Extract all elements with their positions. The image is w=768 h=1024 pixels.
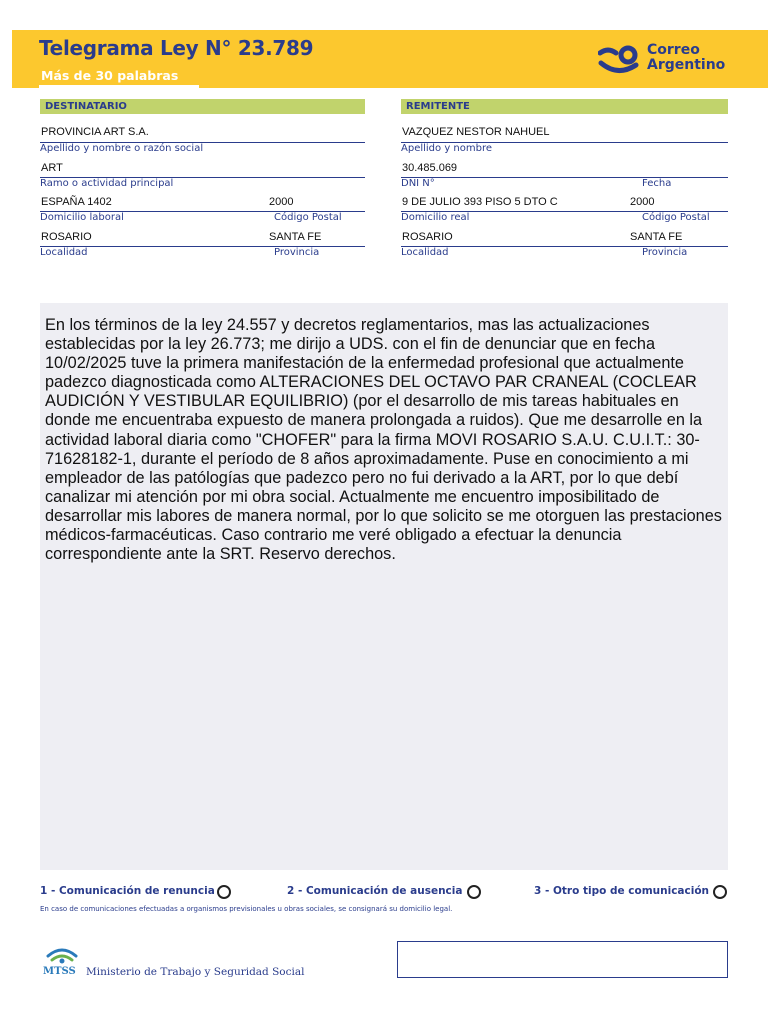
remitente-address-label: Domicilio real <box>401 212 470 223</box>
correo-argentino-logo-icon <box>598 43 642 77</box>
destinatario-postal-code-value: 2000 <box>269 196 294 208</box>
message-area[interactable] <box>40 303 728 870</box>
telegram-header <box>12 30 768 88</box>
remitente-date-label: Fecha <box>642 178 672 189</box>
remitente-dni-value: 30.485.069 <box>402 162 458 174</box>
form-subtitle: Más de 30 palabras <box>41 68 179 83</box>
destinatario-postal-code-label: Código Postal <box>274 212 342 223</box>
remitente-name-value: VAZQUEZ NESTOR NAHUEL <box>402 126 550 138</box>
mtss-acronym: MTSS <box>43 966 76 977</box>
destinatario-address-label: Domicilio laboral <box>40 212 124 223</box>
brand-name: Correo Argentino <box>647 42 726 73</box>
correo-argentino-logo <box>598 40 748 80</box>
destinatario-activity-value: ART <box>41 162 63 174</box>
remitente-province-label: Provincia <box>642 247 688 258</box>
option-renuncia-radio[interactable] <box>217 885 231 899</box>
option-ausencia-label: 2 - Comunicación de ausencia <box>287 885 463 897</box>
option-otro-label: 3 - Otro tipo de comunicación <box>534 885 710 897</box>
remitente-postal-code-label: Código Postal <box>642 212 710 223</box>
remitente-province-value: SANTA FE <box>630 231 683 243</box>
destinatario-province-value: SANTA FE <box>269 231 322 243</box>
remitente-name-label: Apellido y nombre <box>401 143 493 154</box>
destinatario-city-label: Localidad <box>40 247 88 258</box>
remitente-city-value: ROSARIO <box>402 231 453 243</box>
remitente-city-label: Localidad <box>401 247 449 258</box>
remitente-address-value: 9 DE JULIO 393 PISO 5 DTO C <box>402 196 558 208</box>
destinatario-province-label: Provincia <box>274 247 320 258</box>
destinatario-header: DESTINATARIO <box>40 99 365 114</box>
option-otro-radio[interactable] <box>713 885 727 899</box>
destinatario-address-value: ESPAÑA 1402 <box>41 196 112 208</box>
subtitle-underline <box>39 85 199 88</box>
destinatario-name-value: PROVINCIA ART S.A. <box>41 126 149 138</box>
remitente-header: REMITENTE <box>401 99 728 114</box>
destinatario-name-label: Apellido y nombre o razón social <box>40 143 204 154</box>
ministry-name: Ministerio de Trabajo y Seguridad Social <box>86 966 305 978</box>
divider <box>401 177 728 178</box>
message-text: En los términos de la ley 24.557 y decretos reglamentarios, mas las actualizaciones establecidas por la ley 26.773; me dirijo a UDS. con el fin de denunciar que en fecha 10/02/2025 tuve la primera manifestación de la enfermedad profesional que actualmente padezco diagnosticada como ALTERACIONES DEL OCTAVO PAR CRANEAL (COCLEAR AUDICIÓN Y VESTIBULAR EQUILIBRIO) (por el desarrollo de mis tareas habituales en donde me encuentraba expuesto de manera prolongada a ruidos). Que me desarrolle en la actividad laboral diaria como "CHOFER" para la firma MOVI ROSARIO S.A.U. C.U.I.T.: 30-71628182-1, durante el período de 8 años aproximadamente. Puse en conocimiento a mi empleador de las patólogías que padezco pero no fui derivado a la ART, por lo que debí canalizar mi atención por mi obra social. Actualmente me encuentro imposibilitado de desarrollar mis labores de manera normal, por lo que solicito se me otorguen las prestaciones médicos-farmacéuticas. Caso contrario me veré obligado a efectuar la denuncia correspondiente ante la SRT. Reservo derechos. <box>45 316 722 564</box>
destinatario-city-value: ROSARIO <box>41 231 92 243</box>
form-title: Telegrama Ley N° 23.789 <box>39 36 314 60</box>
remitente-postal-code-value: 2000 <box>630 196 655 208</box>
signature-box[interactable] <box>397 941 728 978</box>
destinatario-activity-label: Ramo o actividad principal <box>40 178 174 189</box>
remitente-dni-label: DNI N° <box>401 178 435 189</box>
option-renuncia-label: 1 - Comunicación de renuncia <box>40 885 215 897</box>
option-ausencia-radio[interactable] <box>467 885 481 899</box>
legal-note: En caso de comunicaciones efectuadas a organismos previsionales u obras sociales, se consignará su domicilio legal. <box>40 905 453 913</box>
